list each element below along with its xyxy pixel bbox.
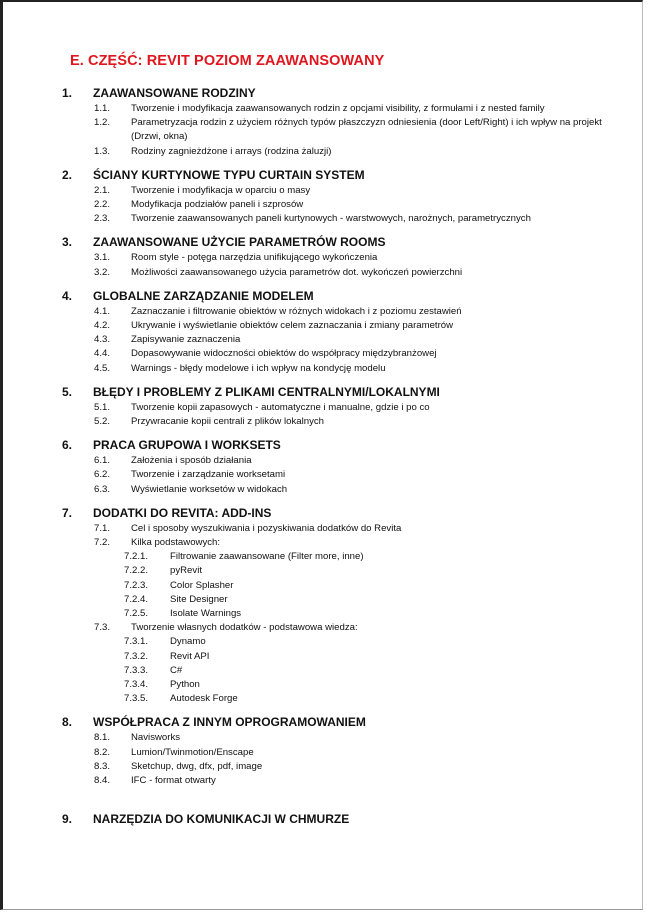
item-number: 7.1. — [94, 522, 111, 534]
list-item — [3, 362, 643, 376]
item-number: 4.5. — [94, 362, 111, 374]
item-text: Warnings - błędy modelowe i ich wpływ na kondycję modelu — [131, 362, 386, 374]
section — [3, 812, 643, 828]
section — [3, 168, 643, 227]
section-title: GLOBALNE ZARZĄDZANIE MODELEM — [93, 288, 314, 303]
section-list — [3, 86, 643, 837]
item-text: Sketchup, dwg, dfx, pdf, image — [131, 760, 263, 772]
item-text: Przywracanie kopii centrali z plików lokalnych — [131, 416, 325, 428]
subitem-number: 7.3.2. — [124, 650, 149, 662]
sub-list-item — [3, 692, 643, 706]
list-item — [3, 454, 643, 468]
item-number: 3.2. — [94, 266, 111, 278]
section — [3, 289, 643, 376]
list-item — [3, 102, 643, 116]
section-number: 5. — [62, 384, 73, 399]
list-item — [3, 760, 643, 774]
item-text: Tworzenie i modyfikacja zaawansowanych rodzin z opcjami visibility, z formułami i z nested family — [131, 103, 545, 114]
subitem-number: 7.2.5. — [124, 608, 149, 620]
section-title: BŁĘDY I PROBLEMY Z PLIKAMI CENTRALNYMI/LOKALNYMI — [93, 384, 440, 399]
list-item — [3, 522, 643, 536]
subitem-number: 7.2.4. — [124, 593, 149, 605]
sub-list-item — [3, 564, 643, 578]
list-item — [3, 468, 643, 482]
item-text: Ukrywanie i wyświetlanie obiektów celem zaznaczania i zmiany parametrów — [131, 320, 454, 332]
item-text: Navisworks — [131, 732, 181, 744]
item-number: 4.2. — [94, 320, 111, 332]
section-heading — [3, 385, 643, 401]
section-title: NARZĘDZIA DO KOMUNIKACJI W CHMURZE — [93, 812, 350, 827]
item-text: Tworzenie zaawansowanych paneli kurtynowych - warstwowych, narożnych, parametrycznych — [131, 213, 531, 225]
sub-list-item — [3, 678, 643, 692]
subitem-text: Dynamo — [170, 636, 206, 648]
subitem-number: 7.3.4. — [124, 678, 149, 690]
item-text: Zaznaczanie i filtrowanie obiektów w różnych widokach i z poziomu zestawień — [131, 305, 462, 317]
section-heading — [3, 506, 643, 522]
sub-list-item — [3, 550, 643, 564]
subitem-number: 7.3.5. — [124, 693, 149, 705]
item-number: 4.1. — [94, 305, 111, 317]
item-number: 1.2. — [94, 117, 111, 129]
subitem-text: Autodesk Forge — [170, 693, 238, 705]
section-title: DODATKI DO REVITA: ADD-INS — [93, 505, 272, 520]
section-number: 8. — [62, 715, 73, 730]
section — [3, 506, 643, 706]
subitem-number: 7.2.3. — [124, 579, 149, 591]
item-number: 8.1. — [94, 732, 111, 744]
list-item — [3, 621, 643, 635]
item-number: 8.2. — [94, 746, 111, 758]
list-item — [3, 251, 643, 265]
section-number: 3. — [62, 235, 73, 250]
item-number: 1.1. — [94, 103, 111, 114]
sub-list-item — [3, 664, 643, 678]
item-number: 2.3. — [94, 213, 111, 225]
subitem-text: C# — [170, 664, 183, 676]
list-item — [3, 415, 643, 429]
item-number: 6.1. — [94, 455, 111, 467]
subitem-text: Revit API — [170, 650, 210, 662]
section — [3, 235, 643, 279]
item-text: Założenia i sposób działania — [131, 455, 252, 467]
section-title: PRACA GRUPOWA I WORKSETS — [93, 438, 281, 453]
list-item — [3, 116, 643, 144]
list-item — [3, 401, 643, 415]
section — [3, 438, 643, 497]
list-item — [3, 319, 643, 333]
section-heading — [3, 438, 643, 454]
sub-list-item — [3, 579, 643, 593]
section-title: ŚCIANY KURTYNOWE TYPU CURTAIN SYSTEM — [93, 167, 365, 182]
item-number: 5.1. — [94, 401, 111, 413]
list-item — [3, 746, 643, 760]
item-number: 7.2. — [94, 537, 111, 549]
item-text: Dopasowywanie widoczności obiektów do współpracy międzybranżowej — [131, 348, 437, 360]
section-heading — [3, 289, 643, 305]
item-number: 6.3. — [94, 483, 111, 495]
item-text: Lumion/Twinmotion/Enscape — [131, 746, 254, 758]
item-text: Cel i sposoby wyszukiwania i pozyskiwania dodatków do Revita — [131, 522, 402, 534]
section-number: 2. — [62, 167, 73, 182]
item-number: 2.1. — [94, 184, 111, 196]
section-number: 9. — [62, 812, 73, 827]
subitem-number: 7.2.1. — [124, 551, 149, 563]
section-number: 7. — [62, 505, 73, 520]
section-heading — [3, 86, 643, 102]
list-item — [3, 774, 643, 788]
item-text: Modyfikacja podziałów paneli i szprosów — [131, 199, 304, 211]
subitem-text: pyRevit — [170, 565, 202, 577]
section-number: 4. — [62, 288, 73, 303]
item-text: Tworzenie i zarządzanie worksetami — [131, 469, 286, 481]
item-text: Tworzenie kopii zapasowych - automatyczne i manualne, gdzie i po co — [131, 401, 430, 413]
item-text: Kilka podstawowych: — [131, 537, 221, 549]
subitem-text: Isolate Warnings — [170, 608, 242, 620]
section-title: WSPÓŁPRACA Z INNYM OPROGRAMOWANIEM — [93, 715, 366, 730]
section-number: 6. — [62, 438, 73, 453]
document-title: E. CZĘŚĆ: REVIT POZIOM ZAAWANSOWANY — [70, 53, 385, 69]
item-number: 8.3. — [94, 760, 111, 772]
section — [3, 385, 643, 429]
item-number: 1.3. — [94, 145, 111, 157]
item-number: 5.2. — [94, 416, 111, 428]
sub-list-item — [3, 593, 643, 607]
list-item — [3, 266, 643, 280]
sub-list-item — [3, 650, 643, 664]
section-title: ZAAWANSOWANE RODZINY — [93, 86, 256, 100]
section — [3, 86, 643, 159]
section-heading — [3, 812, 643, 828]
list-item — [3, 198, 643, 212]
section-heading — [3, 715, 643, 731]
item-text: Możliwości zaawansowanego użycia parametrów dot. wykończeń powierzchni — [131, 266, 463, 278]
item-text: Zapisywanie zaznaczenia — [131, 334, 241, 346]
section — [3, 715, 643, 788]
item-text: Tworzenie i modyfikacja w oparciu o masy — [131, 184, 311, 196]
list-item — [3, 184, 643, 198]
subitem-number: 7.2.2. — [124, 565, 149, 577]
list-item — [3, 305, 643, 319]
list-item — [3, 333, 643, 347]
list-item — [3, 347, 643, 361]
section-title: ZAAWANSOWANE UŻYCIE PARAMETRÓW ROOMS — [93, 235, 386, 250]
item-text: Room style - potęga narzędzia unifikującego wykończenia — [131, 252, 378, 264]
item-number: 2.2. — [94, 199, 111, 211]
item-text: IFC - format otwarty — [131, 774, 216, 786]
sub-list-item — [3, 607, 643, 621]
item-text: Wyświetlanie worksetów w widokach — [131, 483, 288, 495]
subitem-text: Site Designer — [170, 593, 228, 605]
list-item — [3, 483, 643, 497]
sub-list-item — [3, 635, 643, 649]
list-item — [3, 145, 643, 159]
item-text: Rodziny zagnieżdżone i arrays (rodzina żaluzji) — [131, 145, 332, 157]
subitem-text: Filtrowanie zaawansowane (Filter more, inne) — [170, 551, 364, 563]
subitem-text: Color Splasher — [170, 579, 234, 591]
item-text: Parametryzacja rodzin z użyciem różnych typów płaszczyzn odniesienia (door Left/Right) i ich wpływ na projekt (Drzwi, okna) — [131, 117, 602, 143]
subitem-text: Python — [170, 678, 200, 690]
section-heading — [3, 168, 643, 184]
list-item — [3, 212, 643, 226]
item-text: Tworzenie własnych dodatków - podstawowa wiedza: — [131, 622, 358, 634]
item-number: 6.2. — [94, 469, 111, 481]
list-item — [3, 731, 643, 745]
subitem-number: 7.3.1. — [124, 636, 149, 648]
subitem-number: 7.3.3. — [124, 664, 149, 676]
item-number: 7.3. — [94, 622, 111, 634]
item-number: 8.4. — [94, 774, 111, 786]
item-number: 4.3. — [94, 334, 111, 346]
list-item — [3, 536, 643, 550]
item-number: 3.1. — [94, 252, 111, 264]
section-number: 1. — [62, 86, 73, 100]
section-heading — [3, 235, 643, 251]
item-number: 4.4. — [94, 348, 111, 360]
